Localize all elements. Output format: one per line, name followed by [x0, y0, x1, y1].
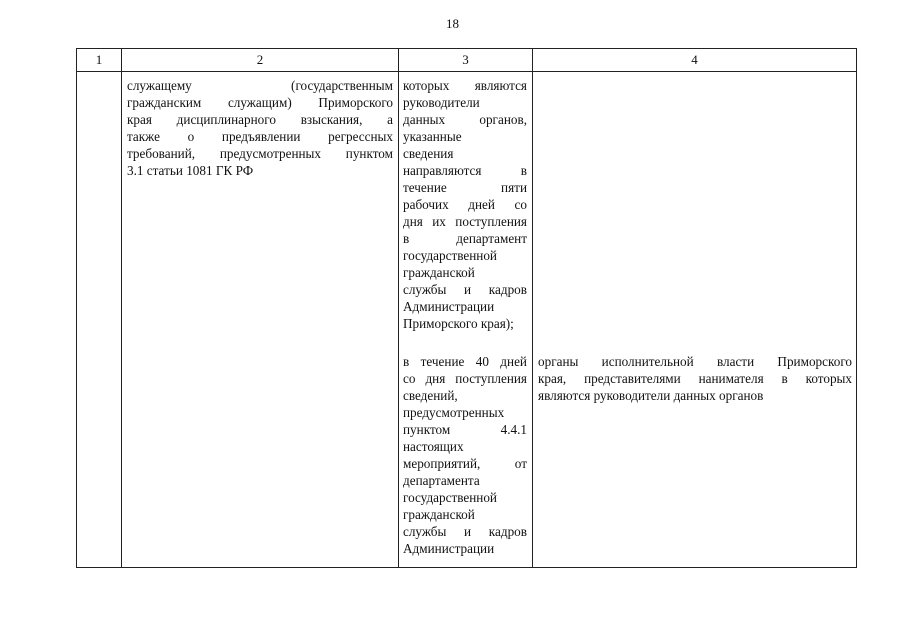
col3-line: со дня поступления: [403, 371, 527, 386]
col4-line: органы исполнительной власти Приморского: [538, 354, 852, 369]
column-divider-1: [121, 49, 122, 567]
column-header-1: 1: [95, 52, 103, 67]
col3-line: предусмотренных: [403, 405, 505, 420]
col4-line: являются руководители данных органов: [538, 388, 764, 403]
col3-line: пунктом 4.4.1: [403, 422, 527, 437]
column-header-4: 4: [691, 52, 698, 67]
col3-line: службы и кадров: [403, 282, 527, 297]
col3-line: сведения: [403, 146, 454, 161]
col2-line: края дисциплинарного взыскания, а: [127, 112, 393, 127]
col3-block2-text: [403, 353, 527, 557]
col3-line: мероприятий, от: [403, 456, 527, 471]
col2-line: также о предъявлении регрессных: [127, 129, 393, 144]
col3-line: которых являются: [403, 78, 527, 93]
col3-line: настоящих: [403, 439, 464, 454]
col2-line: гражданским служащим) Приморского: [127, 95, 393, 110]
page-number: 18: [446, 16, 459, 31]
col3-line: направляются в: [403, 163, 527, 178]
col3-line: государственной: [403, 490, 497, 505]
column-divider-3: [532, 49, 533, 567]
col3-line: гражданской: [403, 507, 475, 522]
col3-line: в департамент: [403, 231, 527, 246]
col3-block1-text: [403, 77, 527, 332]
col4-line: края, представителями нанимателя в которых: [538, 371, 852, 386]
col3-line: данных органов,: [403, 112, 527, 127]
col3-line: службы и кадров: [403, 524, 527, 539]
col4-block2-text: [538, 353, 852, 404]
col2-line: служащему (государственным: [127, 78, 393, 93]
column-header-2: 2: [256, 52, 264, 67]
col3-line: государственной: [403, 248, 497, 263]
col3-line: в течение 40 дней: [403, 354, 527, 369]
col3-line: руководители: [403, 95, 480, 110]
col3-line: сведений,: [403, 388, 458, 403]
col3-line: гражданской: [403, 265, 475, 280]
header-divider: [77, 71, 856, 72]
col3-line: департамента: [403, 473, 480, 488]
column-header-3: 3: [462, 52, 469, 67]
col2-line: 3.1 статьи 1081 ГК РФ: [127, 163, 254, 178]
col2-line: требований, предусмотренных пунктом: [127, 146, 393, 161]
col3-line: течение пяти: [403, 180, 527, 195]
col3-line: указанные: [403, 129, 462, 144]
col3-line: Администрации: [403, 299, 495, 314]
column-divider-2: [398, 49, 399, 567]
col3-line: Приморского края);: [403, 316, 514, 331]
document-table: [76, 48, 857, 568]
col2-text: [127, 77, 393, 179]
col3-line: рабочих дней со: [403, 197, 527, 212]
col3-line: Администрации: [403, 541, 495, 556]
col3-line: дня их поступления: [403, 214, 527, 229]
